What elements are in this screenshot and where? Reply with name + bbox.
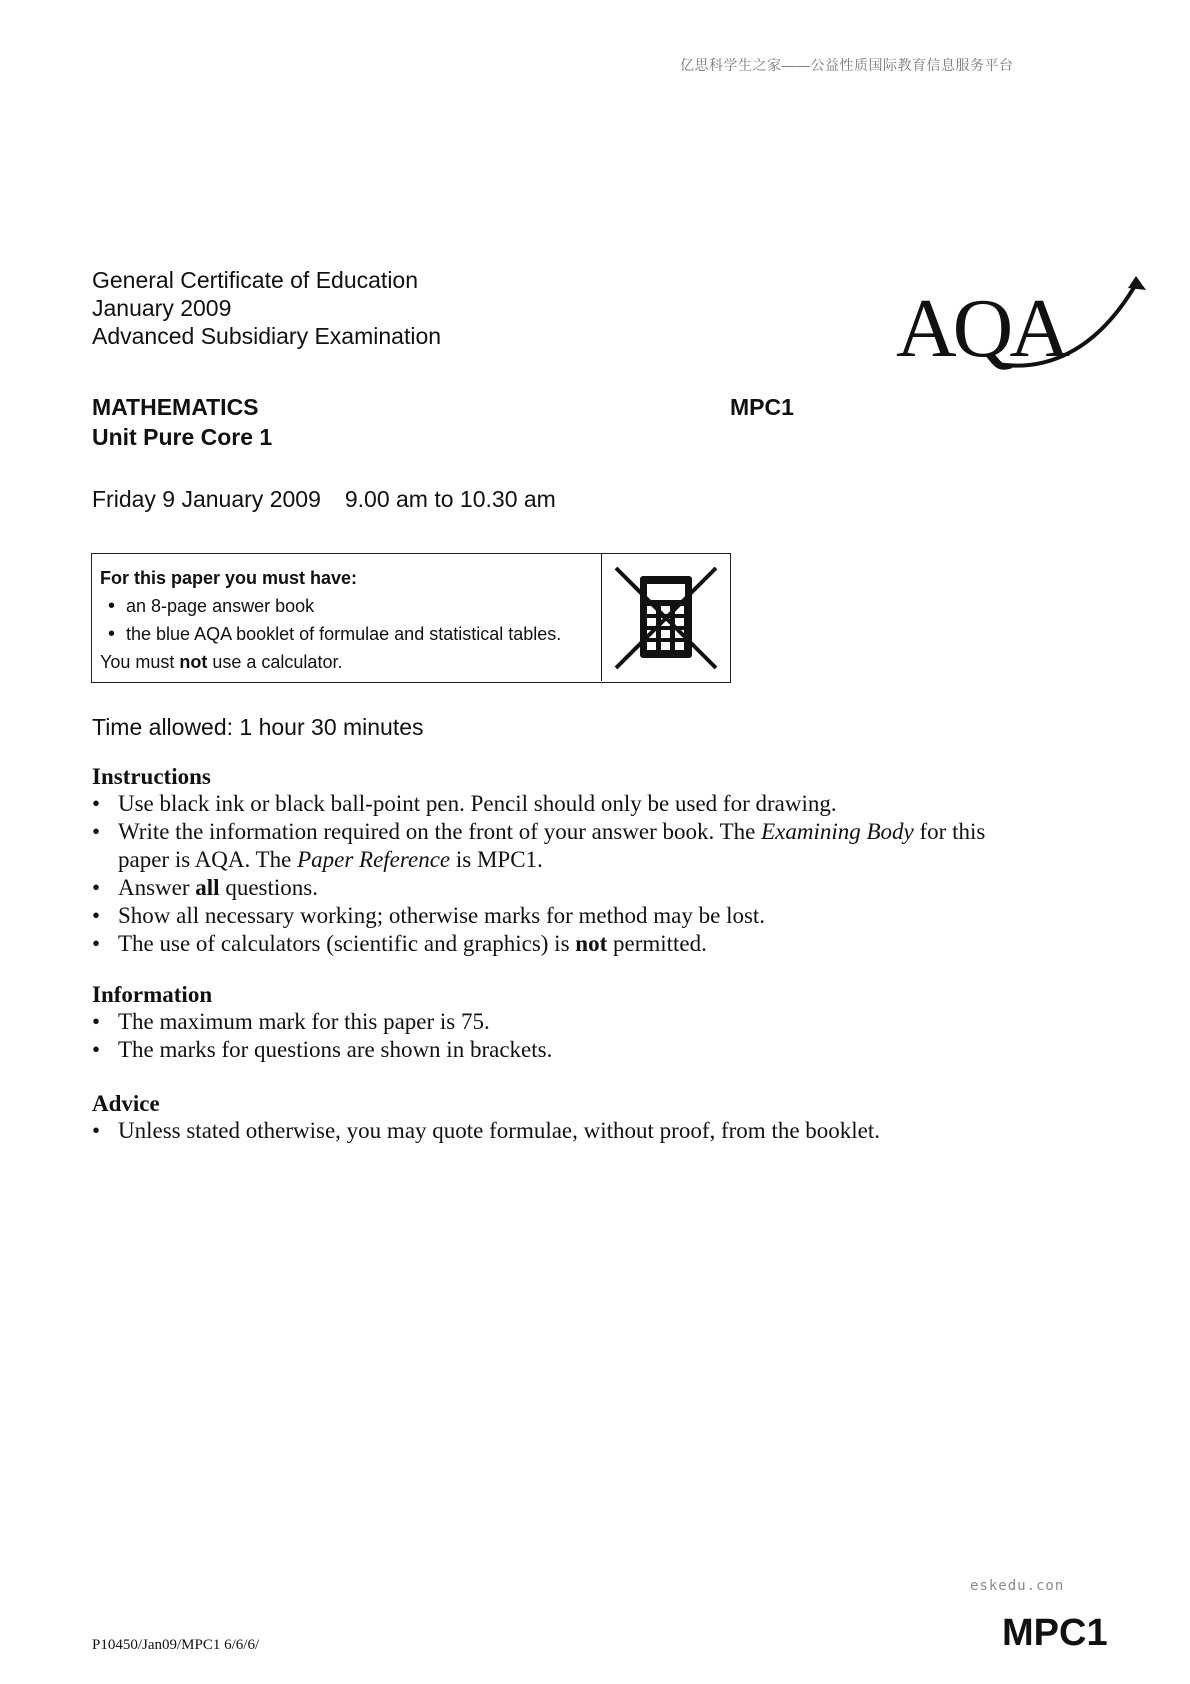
exam-time: 9.00 am to 10.30 am: [344, 486, 556, 512]
requirement-item: • the blue AQA booklet of formulae and statistical tables.: [100, 620, 561, 648]
exam-session: [92, 486, 556, 513]
exam-date: Friday 9 January 2009: [92, 486, 321, 512]
list-item: • Unless stated otherwise, you may quote formulae, without proof, from the booklet.: [92, 1118, 881, 1143]
list-item: • The use of calculators (scientific and graphics) is not permitted.: [92, 931, 707, 956]
advice-list: [92, 1117, 1092, 1145]
list-item: • Answer all questions.: [92, 875, 318, 900]
list-item: • Write the information required on the front of your answer book. The Examining Body for this paper is AQA. The Paper Reference is MPC1.: [92, 819, 986, 872]
instructions-section: [92, 764, 1092, 958]
bullet: •: [92, 791, 101, 816]
time-allowed: Time allowed: 1 hour 30 minutes: [92, 714, 424, 740]
instructions-list: [92, 790, 1092, 958]
list-item: • The maximum mark for this paper is 75.: [92, 1009, 490, 1034]
information-list: [92, 1008, 1092, 1064]
requirements-box: [91, 553, 731, 683]
watermark-bottom: eskedu.con: [970, 1578, 1065, 1594]
exam-header: [92, 266, 441, 350]
exam-level: Advanced Subsidiary Examination: [92, 323, 442, 349]
instructions-title: Instructions: [92, 764, 211, 789]
certificate-title: General Certificate of Education: [92, 267, 419, 293]
advice-title: Advice: [92, 1091, 160, 1116]
bullet: •: [92, 1009, 101, 1034]
aqa-logo-text: AQA: [896, 282, 1066, 372]
watermark-top: 亿思科学生之家——公益性质国际教育信息服务平台: [680, 57, 1014, 73]
list-item: • The marks for questions are shown in brackets.: [92, 1037, 553, 1062]
footer-unit-code: MPC1: [1002, 1612, 1108, 1654]
unit-title: Unit Pure Core 1: [92, 424, 273, 450]
logo-arrowhead: [1128, 276, 1146, 290]
bullet: •: [92, 931, 101, 956]
information-section: [92, 982, 1092, 1064]
list-item: • Use black ink or black ball-point pen. Pencil should only be used for drawing.: [92, 791, 837, 816]
list-item: • Show all necessary working; otherwise marks for method may be lost.: [92, 903, 766, 928]
requirement-item: • an 8-page answer book: [100, 592, 561, 620]
bullet: •: [108, 623, 116, 645]
exam-month: January 2009: [92, 295, 232, 321]
bullet: •: [92, 875, 101, 900]
paper-reference: P10450/Jan09/MPC1 6/6/6/: [92, 1637, 260, 1653]
unit-code: MPC1: [730, 394, 794, 420]
no-calculator-icon: [602, 554, 731, 681]
aqa-logo: [896, 272, 1156, 372]
bullet: •: [92, 1037, 101, 1062]
subject-block: [92, 392, 272, 452]
advice-section: [92, 1091, 1092, 1145]
bullet: •: [92, 903, 101, 928]
icon-cell: [601, 554, 731, 681]
bullet: •: [108, 595, 116, 617]
information-title: Information: [92, 982, 213, 1007]
requirements-heading: For this paper you must have:: [100, 568, 358, 588]
bullet: •: [92, 1118, 101, 1143]
subject-title: MATHEMATICS: [92, 394, 259, 420]
requirements-text: [100, 564, 561, 676]
calculator-notice: You must not use a calculator.: [100, 652, 343, 672]
bullet: •: [92, 819, 101, 844]
